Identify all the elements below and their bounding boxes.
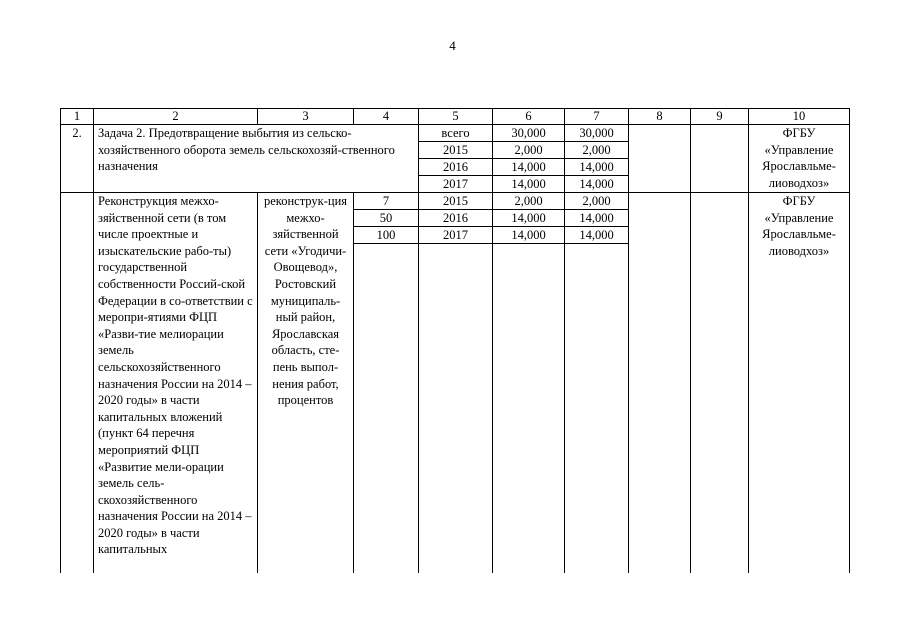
page-number: 4 [449, 38, 456, 53]
table-row [61, 125, 850, 142]
task-period: 2015 [419, 142, 493, 159]
program-table [60, 108, 850, 573]
task-period: 2016 [419, 159, 493, 176]
empty-cell [354, 244, 419, 574]
empty-cell [629, 193, 691, 574]
task-executor: ФГБУ «Управление Ярославльме-лиоводхоз» [749, 125, 850, 193]
task-value-7: 2,000 [565, 142, 629, 159]
task-value-6: 30,000 [493, 125, 565, 142]
empty-cell [565, 244, 629, 574]
col-header: 6 [493, 109, 565, 125]
col-header: 7 [565, 109, 629, 125]
indicator-value: 50 [354, 210, 419, 227]
measure-executor: ФГБУ «Управление Ярославльме-лиоводхоз» [749, 193, 850, 574]
task-value-7: 14,000 [565, 159, 629, 176]
indicator-value: 7 [354, 193, 419, 210]
col-header: 3 [258, 109, 354, 125]
task-value-6: 14,000 [493, 159, 565, 176]
measure-period: 2016 [419, 210, 493, 227]
measure-description: Реконструкция межхо-зяйственной сети (в том числе проектные и изыскательские рабо-ты) государственной собственности Россий-ской Федерации в со-ответствии с меропри-ятиями ФЦП «Разви-тие мелиорации земель сельскохозяйственного назначения России на 2014 – 2020 годы» в части капитальных вложений (пункт 64 перечня мероприятий ФЦП «Развитие мели-орации земель сель-скохозяйственного назначения России на 2014 – 2020 годы» в части капитальных [94, 193, 258, 574]
task-period: всего [419, 125, 493, 142]
task-period: 2017 [419, 176, 493, 193]
header-row [61, 109, 850, 125]
task-value-7: 14,000 [565, 176, 629, 193]
col-header: 10 [749, 109, 850, 125]
indicator-value: 100 [354, 227, 419, 244]
measure-value-6: 14,000 [493, 210, 565, 227]
measure-value-6: 2,000 [493, 193, 565, 210]
empty-cell [691, 193, 749, 574]
measure-value-7: 14,000 [565, 210, 629, 227]
empty-cell [629, 125, 691, 193]
measure-value-7: 14,000 [565, 227, 629, 244]
task-value-6: 14,000 [493, 176, 565, 193]
measure-value-6: 14,000 [493, 227, 565, 244]
task-value-7: 30,000 [565, 125, 629, 142]
measure-period: 2017 [419, 227, 493, 244]
task-value-6: 2,000 [493, 142, 565, 159]
empty-cell [419, 244, 493, 574]
measure-indicator: реконструк-ция межхо-зяйственной сети «Угодичи-Овощевод», Ростовский муниципаль-ный район, Ярославская область, сте-пень выпол-нения работ, процентов [258, 193, 354, 574]
empty-cell [493, 244, 565, 574]
task-number: 2. [61, 125, 94, 193]
col-header: 9 [691, 109, 749, 125]
empty-cell [61, 193, 94, 574]
measure-value-7: 2,000 [565, 193, 629, 210]
measure-period: 2015 [419, 193, 493, 210]
col-header: 8 [629, 109, 691, 125]
col-header: 4 [354, 109, 419, 125]
table-row [61, 193, 850, 210]
empty-cell [691, 125, 749, 193]
col-header: 2 [94, 109, 258, 125]
task-title: Задача 2. Предотвращение выбытия из сельско-хозяйственного оборота земель сельскохозяй-ственного назначения [94, 125, 419, 193]
col-header: 1 [61, 109, 94, 125]
col-header: 5 [419, 109, 493, 125]
